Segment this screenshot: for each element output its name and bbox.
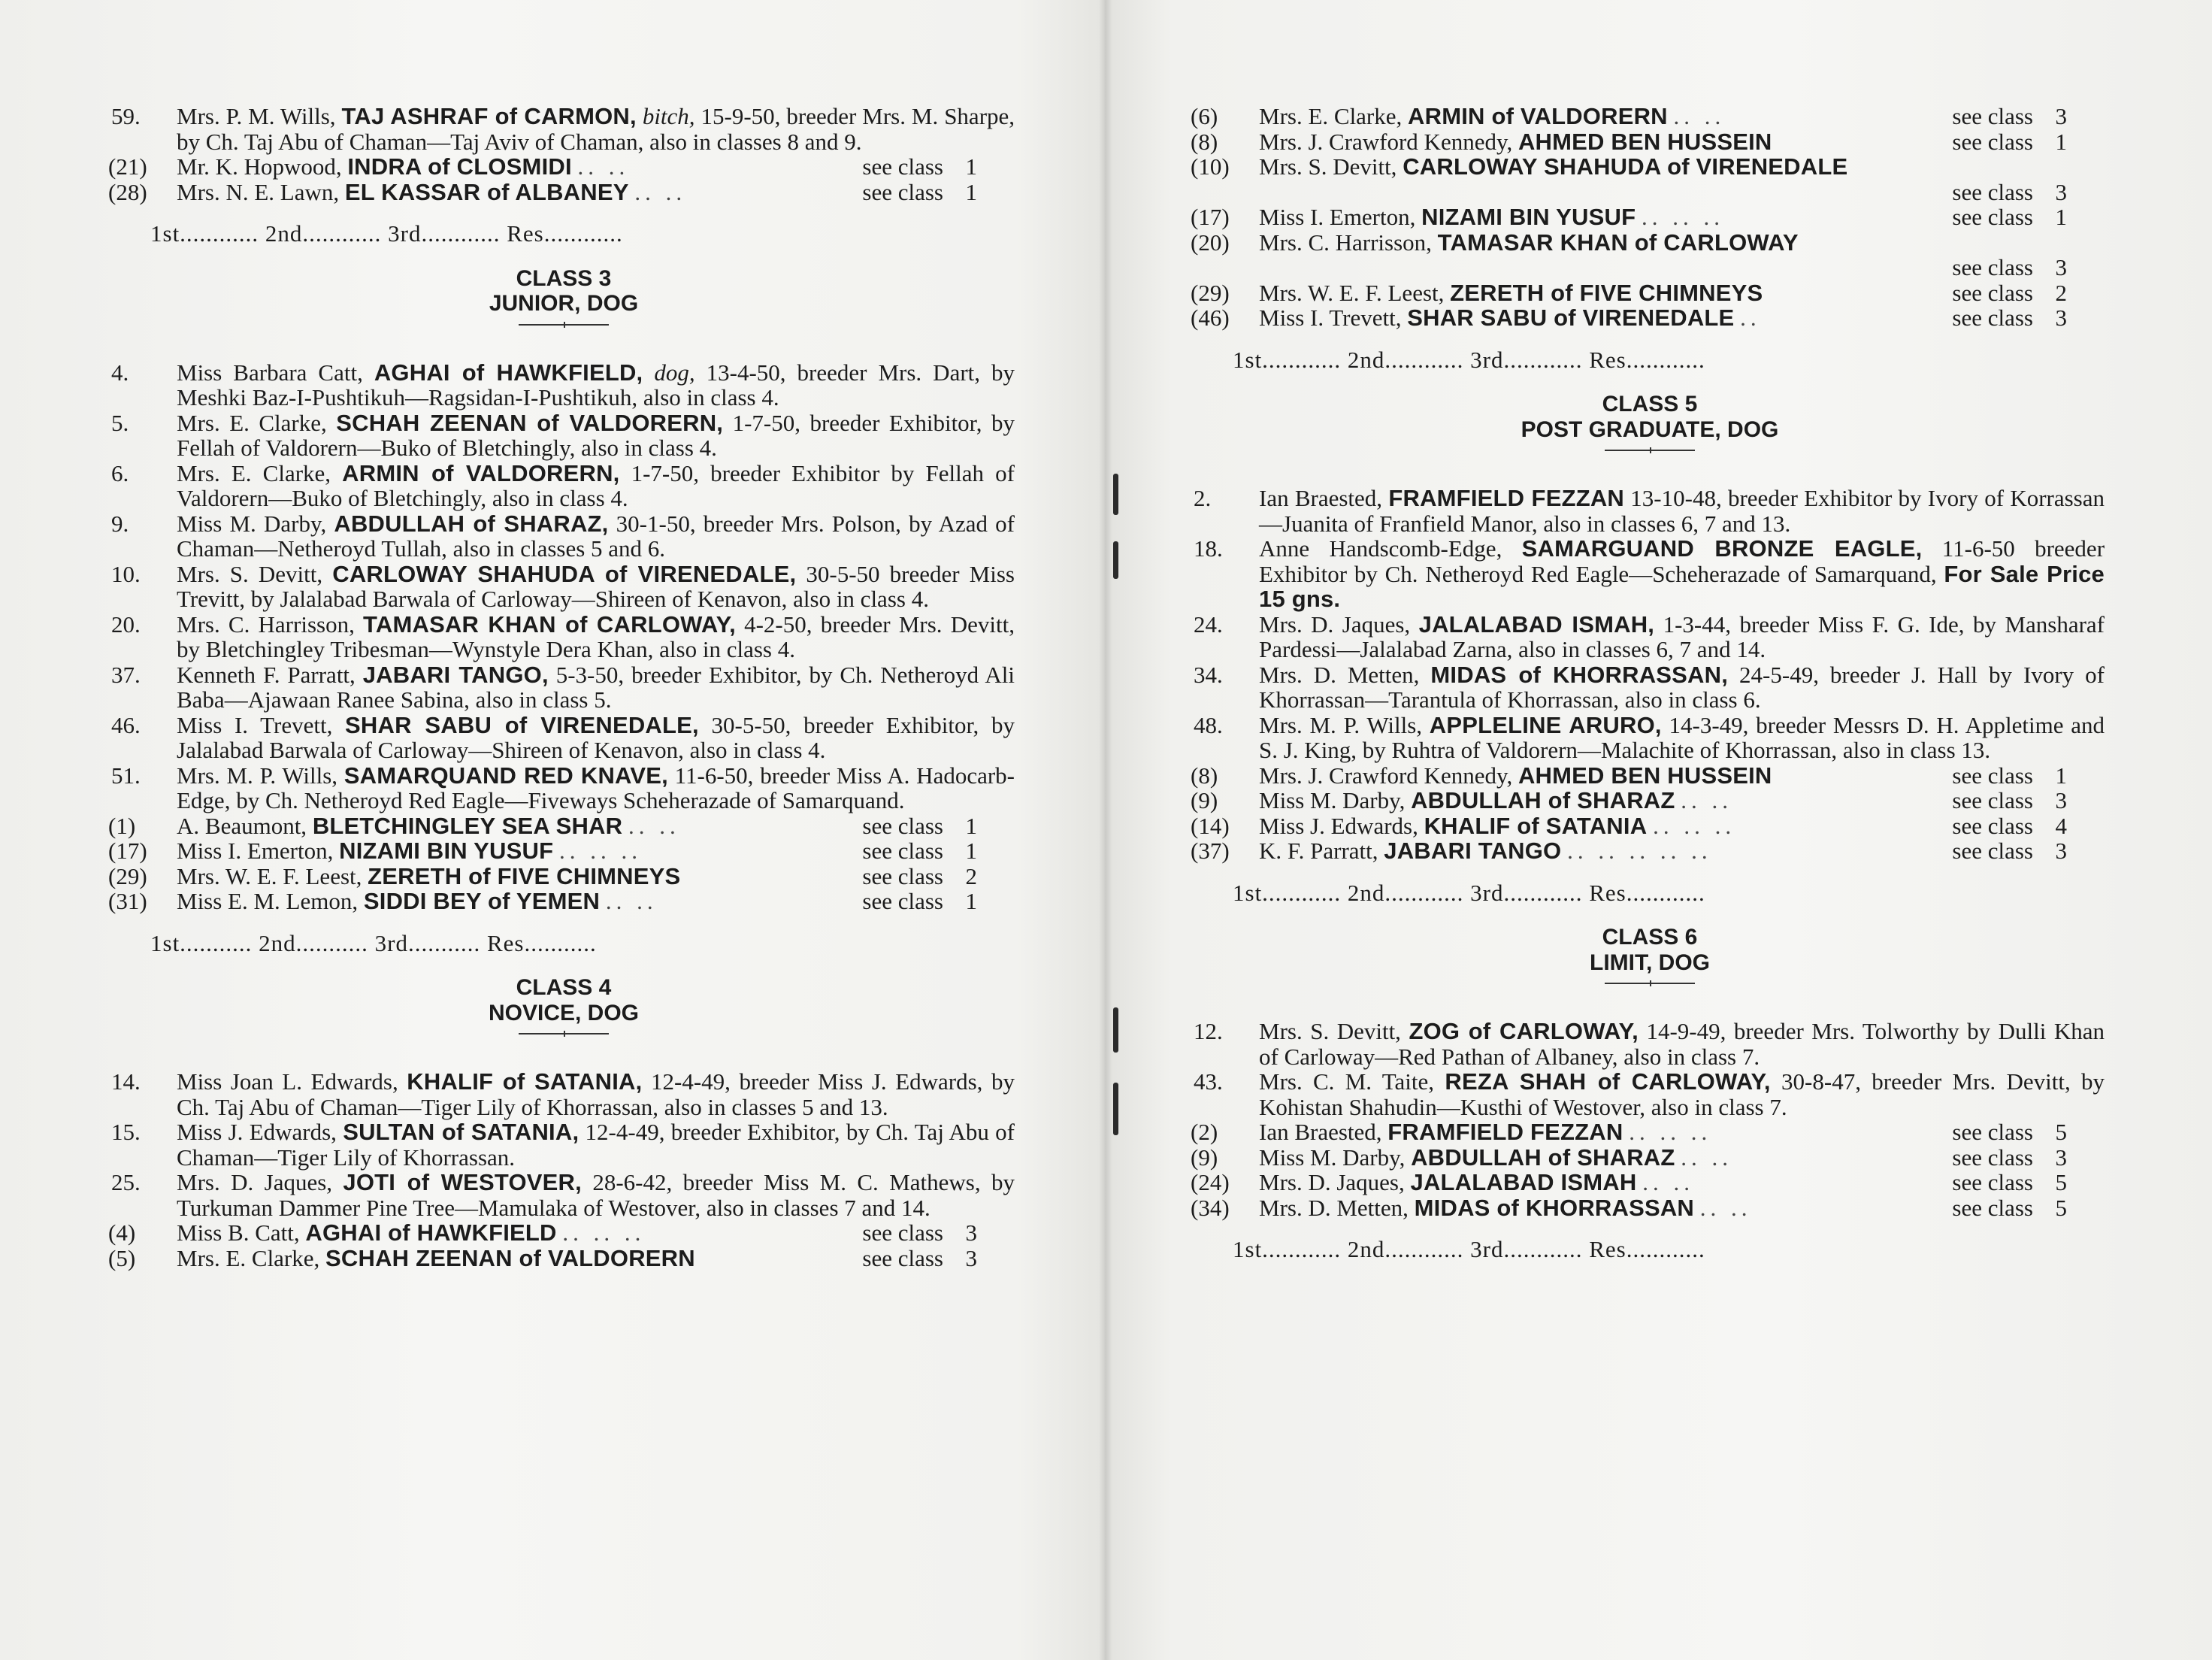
entry-text: Mrs. S. Devitt, ZOG of CARLOWAY, 14-9-49, breeder Mrs. Tolworthy by Dulli Khan of Carloway—Red Pathan of Albaney, also in class 7.	[1259, 1018, 2105, 1070]
cross-reference-row	[1191, 812, 2105, 839]
entry-number: (34)	[1191, 1194, 1230, 1221]
cross-reference-row	[1191, 279, 2105, 306]
heading-rule	[1605, 983, 1695, 984]
entry-number: (14)	[1191, 812, 1230, 839]
catalogue-entry	[1195, 612, 2105, 662]
class-number: 2	[2055, 279, 2067, 306]
entry-number: (21)	[108, 153, 147, 180]
class-5-subtitle: POST GRADUATE, DOG	[1521, 417, 1779, 442]
cross-reference-row	[108, 838, 1015, 864]
dog-name: KHALIF of SATANIA	[1424, 812, 1648, 839]
entry-number: (8)	[1191, 762, 1218, 789]
catalogue-entry	[113, 562, 1015, 612]
entry-text: Miss Barbara Catt, AGHAI of HAWKFIELD, dog, 13-4-50, breeder Mrs. Dart, by Meshki Baz-I-Pushtikuh—Ragsidan-I-Pushtikuh, also in class 4.	[177, 359, 1015, 410]
exhibitor-name: Miss I. Trevett,	[1259, 304, 1402, 331]
class-number: 5	[2055, 1194, 2067, 1221]
class-number: 5	[2055, 1119, 2067, 1145]
class-number: 3	[965, 1219, 977, 1246]
entry-number: 9.	[111, 510, 129, 537]
leader-dots: .. .. ..	[562, 1219, 646, 1246]
exhibitor-name: Miss B. Catt,	[177, 1219, 300, 1246]
cross-reference-row	[1191, 1169, 2105, 1195]
leader-dots: .. ..	[1673, 103, 1726, 129]
see-class-label: see class	[862, 153, 943, 180]
cross-reference-row	[108, 862, 1015, 889]
leader-dots: .. ..	[605, 888, 658, 914]
exhibitor-name: Mrs. N. E. Lawn,	[177, 178, 340, 205]
see-class-label: see class	[862, 1219, 943, 1246]
cross-reference-row	[1191, 838, 2105, 864]
entry-text: Mrs. C. Harrisson, TAMASAR KHAN of CARLOWAY, 4-2-50, breeder Mrs. Devitt, by Bletchingley Tribesman—Wynstyle Dera Khan, also in class 4.	[177, 610, 1015, 662]
class-number: 3	[2055, 838, 2067, 864]
class-4-title: CLASS 4	[516, 975, 612, 1000]
dog-name: NIZAMI BIN YUSUF	[1421, 204, 1636, 230]
exhibitor-name: Miss M. Darby,	[1259, 787, 1406, 813]
class-number: 1	[965, 812, 977, 839]
entry-number: (6)	[1191, 103, 1218, 129]
dog-name: AHMED BEN HUSSEIN	[1518, 128, 1772, 155]
entry-text: Mrs. E. Clarke, ARMIN of VALDORERN, 1-7-50, breeder Exhibitor by Fellah of Valdorern—Buko of Bletchingly, also in class 4.	[177, 459, 1015, 511]
entry-number: (29)	[108, 862, 147, 889]
class-number: 3	[2055, 178, 2067, 205]
catalogue-entry	[113, 1069, 1015, 1119]
exhibitor-name: Mrs. E. Clarke,	[1259, 103, 1403, 129]
exhibitor-name: K. F. Parratt,	[1259, 838, 1378, 864]
exhibitor-name: Miss E. M. Lemon,	[177, 888, 359, 914]
entry-number: 20.	[111, 610, 141, 638]
entry-text: Anne Handscomb-Edge, SAMARGUAND BRONZE EAGLE, 11-6-50 breeder Exhibitor by Ch. Netheroyd Red Eagle—Scheherazade of Samarquand, For Sale Price 15 gns.	[1259, 535, 2105, 612]
class-number: 3	[965, 1244, 977, 1271]
entry-number: 12.	[1194, 1018, 1223, 1044]
leader-dots: .. .. ..	[1653, 812, 1736, 839]
catalogue-entry	[1195, 536, 2105, 612]
dog-name: AGHAI of HAWKFIELD	[305, 1219, 557, 1246]
dog-name: ARMIN of VALDORERN	[1408, 103, 1668, 129]
entry-number: (20)	[1191, 229, 1230, 256]
entry-number: (10)	[1191, 153, 1230, 180]
class-number: 3	[2055, 254, 2067, 280]
catalogue-entry	[1195, 1069, 2105, 1119]
class-number: 1	[2055, 128, 2067, 155]
see-class-label: see class	[1952, 812, 2033, 839]
binding-staple	[1113, 474, 1118, 515]
entry-number: (9)	[1191, 787, 1218, 813]
entry-number: (1)	[108, 812, 136, 839]
class-6-title: CLASS 6	[1602, 925, 1698, 950]
dog-name: SCHAH ZEENAN of VALDORERN	[325, 1244, 695, 1271]
entry-number: (17)	[108, 838, 147, 864]
exhibitor-name: Miss J. Edwards,	[1259, 812, 1418, 839]
catalogue-entry	[113, 410, 1015, 461]
dog-name: AHMED BEN HUSSEIN	[1518, 762, 1772, 789]
entry-number: (9)	[1191, 1144, 1218, 1171]
see-class-label: see class	[862, 812, 943, 839]
right-column	[1191, 0, 2105, 1282]
leader-dots: .. ..	[1681, 1144, 1733, 1171]
see-class-label: see class	[1952, 787, 2033, 813]
cross-reference-row	[1191, 762, 2105, 789]
see-class-label: see class	[1952, 279, 2033, 306]
entry-text: Miss J. Edwards, SULTAN of SATANIA, 12-4-49, breeder Exhibitor, by Ch. Taj Abu of Chaman—Tiger Lily of Khorrassan.	[177, 1119, 1015, 1171]
class-number: 2	[965, 862, 977, 889]
cross-reference-row	[1191, 153, 2105, 180]
entry-number: 18.	[1194, 535, 1223, 562]
dog-name: SHAR SABU of VIRENEDALE	[1407, 304, 1735, 331]
entry-number: (2)	[1191, 1119, 1218, 1145]
entry-number: 48.	[1194, 711, 1223, 738]
catalogue-entry	[113, 360, 1015, 410]
entry-number: 15.	[111, 1119, 141, 1145]
catalogue-entry	[113, 1119, 1015, 1170]
entry-number: 34.	[1194, 661, 1223, 688]
catalogue-entry	[1195, 662, 2105, 713]
dog-name: JALALABAD ISMAH	[1410, 1169, 1637, 1195]
see-class-label: see class	[862, 178, 943, 205]
cross-reference-row	[1195, 180, 2105, 205]
right-page	[1105, 0, 2212, 1660]
left-page	[0, 0, 1105, 1660]
entry-number: (5)	[108, 1244, 136, 1271]
dog-name: CARLOWAY SHAHUDA of VIRENEDALE	[1403, 153, 1848, 180]
class-number: 3	[2055, 103, 2067, 129]
entry-number: 59.	[111, 103, 141, 129]
exhibitor-name: Mrs. J. Crawford Kennedy,	[1259, 128, 1513, 155]
cross-reference-row	[1191, 128, 2105, 155]
entry-number: 14.	[111, 1068, 141, 1095]
exhibitor-name: Miss M. Darby,	[1259, 1144, 1406, 1171]
entry-text: Mrs. P. M. Wills, TAJ ASHRAF of CARMON, bitch, 15-9-50, breeder Mrs. M. Sharpe, by Ch. Taj Abu of Chaman—Taj Aviv of Chaman, also in classes 8 and 9.	[177, 103, 1015, 155]
dog-name: BLETCHINGLEY SEA SHAR	[312, 812, 623, 839]
leader-dots: ..	[1740, 304, 1761, 331]
leader-dots: .. .. ..	[1629, 1119, 1712, 1145]
leader-dots: .. ..	[628, 812, 680, 839]
exhibitor-name: Miss I. Emerton,	[177, 838, 334, 864]
catalogue-entry	[113, 713, 1015, 763]
entry-number: 51.	[111, 762, 141, 789]
class-number: 1	[965, 178, 977, 205]
dog-name: ZERETH of FIVE CHIMNEYS	[368, 862, 681, 889]
entry-number: 46.	[111, 711, 141, 738]
class-3-subtitle: JUNIOR, DOG	[489, 291, 639, 316]
entry-text: Mrs. D. Jaques, JOTI of WESTOVER, 28-6-42, breeder Miss M. C. Mathews, by Turkuman Dammer Pine Tree—Mamulaka of Westover, also in classes 7 and 14.	[177, 1169, 1015, 1221]
entry-text: Kenneth F. Parratt, JABARI TANGO, 5-3-50, breeder Exhibitor, by Ch. Netheroyd Ali Baba—Ajawaan Ranee Sabina, also in class 5.	[177, 661, 1015, 713]
exhibitor-name: Mrs. S. Devitt,	[1259, 153, 1397, 180]
cross-reference-row	[108, 1244, 1015, 1271]
cross-reference-row	[1191, 1119, 2105, 1145]
entry-number: 25.	[111, 1169, 141, 1195]
dog-name: INDRA of CLOSMIDI	[347, 153, 572, 180]
entry-text: Mrs. D. Metten, MIDAS of KHORRASSAN, 24-5-49, breeder J. Hall by Ivory of Khorrassan—Tarantula of Khorrassan, also in class 6.	[1259, 661, 2105, 713]
cross-reference-row	[108, 153, 1015, 180]
cross-reference-row	[1191, 103, 2105, 129]
entry-text: Mrs. M. P. Wills, APPLELINE ARURO, 14-3-49, breeder Messrs D. H. Appletime and S. J. King, by Ruhtra of Valdorern—Malachite of Khorrassan, also in class 13.	[1259, 711, 2105, 763]
see-class-label: see class	[1952, 204, 2033, 230]
entry-number: (4)	[108, 1219, 136, 1246]
leader-dots: .. .. ..	[1641, 204, 1724, 230]
see-class-label: see class	[862, 862, 943, 889]
leader-dots: .. .. .. .. ..	[1567, 838, 1712, 864]
dog-name: MIDAS of KHORRASSAN	[1414, 1194, 1695, 1221]
class-3-title: CLASS 3	[516, 265, 612, 291]
catalogue-entry	[113, 104, 1015, 154]
book-gutter	[1099, 0, 1112, 1660]
entry-number: (8)	[1191, 128, 1218, 155]
placings-line: 1st............ 2nd............ 3rd............ Res............	[1233, 1236, 1705, 1262]
catalogue-entry	[113, 662, 1015, 713]
class-4-subtitle: NOVICE, DOG	[488, 1000, 640, 1025]
exhibitor-name: A. Beaumont,	[177, 812, 307, 839]
entry-number: (46)	[1191, 304, 1230, 331]
exhibitor-name: Mrs. D. Jaques,	[1259, 1169, 1405, 1195]
cross-reference-row	[1191, 229, 2105, 256]
exhibitor-name: Miss I. Emerton,	[1259, 204, 1416, 230]
dog-name: NIZAMI BIN YUSUF	[339, 838, 554, 864]
see-class-label: see class	[862, 838, 943, 864]
cross-reference-row	[1191, 1194, 2105, 1221]
exhibitor-name: Mr. K. Hopwood,	[177, 153, 342, 180]
exhibitor-name: Mrs. J. Crawford Kennedy,	[1259, 762, 1513, 789]
see-class-label: see class	[1952, 178, 2033, 205]
class-number: 1	[965, 838, 977, 864]
placings-line: 1st........... 2nd........... 3rd........... Res...........	[150, 929, 597, 956]
entry-number: 5.	[111, 409, 129, 436]
placings-line: 1st............ 2nd............ 3rd............ Res............	[1233, 879, 1705, 906]
class-number: 1	[2055, 204, 2067, 230]
exhibitor-name: Mrs. D. Metten,	[1259, 1194, 1409, 1221]
class-number: 1	[965, 888, 977, 914]
exhibitor-name: Mrs. W. E. F. Leest,	[1259, 279, 1445, 306]
leader-dots: .. ..	[1681, 787, 1733, 813]
class-number: 1	[965, 153, 977, 180]
entry-number: 4.	[111, 359, 129, 386]
class-number: 5	[2055, 1169, 2067, 1195]
entry-number: 24.	[1194, 610, 1223, 638]
exhibitor-name: Mrs. E. Clarke,	[177, 1244, 320, 1271]
cross-reference-row	[108, 888, 1015, 914]
heading-rule	[1605, 450, 1695, 451]
catalogue-entry	[113, 461, 1015, 511]
entry-number: (29)	[1191, 279, 1230, 306]
entry-number: 43.	[1194, 1068, 1223, 1095]
entry-text: Mrs. C. M. Taite, REZA SHAH of CARLOWAY, 30-8-47, breeder Mrs. Devitt, by Kohistan Shahudin—Kusthi of Westover, also in class 7.	[1259, 1068, 2105, 1120]
exhibitor-name: Mrs. W. E. F. Leest,	[177, 862, 362, 889]
catalogue-entry	[1195, 713, 2105, 763]
entry-text: Mrs. S. Devitt, CARLOWAY SHAHUDA of VIRENEDALE, 30-5-50 breeder Miss Trevitt, by Jalalabad Barwala of Carloway—Shireen of Kenavon, also in class 4.	[177, 560, 1015, 612]
entry-number: 2.	[1194, 485, 1212, 511]
entry-text: Miss I. Trevett, SHAR SABU of VIRENEDALE, 30-5-50, breeder Exhibitor, by Jalalabad Barwala of Carloway—Shireen of Kenavon, also in class 4.	[177, 711, 1015, 763]
see-class-label: see class	[1952, 1144, 2033, 1171]
cross-reference-row	[1191, 204, 2105, 230]
entry-number: (31)	[108, 888, 147, 914]
see-class-label: see class	[862, 888, 943, 914]
binding-staple	[1113, 1083, 1118, 1135]
class-6-subtitle: LIMIT, DOG	[1590, 950, 1710, 975]
catalogue-entry	[113, 1170, 1015, 1220]
cross-reference-row	[1191, 1144, 2105, 1171]
cross-reference-row	[1191, 304, 2105, 331]
leader-dots: .. ..	[1642, 1169, 1694, 1195]
cross-reference-row	[1195, 255, 2105, 280]
cross-reference-row	[108, 1219, 1015, 1246]
dog-name: TAMASAR KHAN of CARLOWAY	[1437, 229, 1799, 256]
see-class-label: see class	[1952, 254, 2033, 280]
entry-number: (28)	[108, 178, 147, 205]
exhibitor-name: Ian Braested,	[1259, 1119, 1382, 1145]
entry-text: Mrs. M. P. Wills, SAMARQUAND RED KNAVE, 11-6-50, breeder Miss A. Hadocarb-Edge, by Ch. Netheroyd Red Eagle—Fiveways Scheherazade of Samarquand.	[177, 762, 1015, 813]
exhibitor-name: Mrs. C. Harrisson,	[1259, 229, 1432, 256]
class-number: 1	[2055, 762, 2067, 789]
catalogue-entry	[1195, 486, 2105, 536]
see-class-label: see class	[1952, 1194, 2033, 1221]
cross-reference-row	[108, 812, 1015, 839]
entry-text: Mrs. D. Jaques, JALALABAD ISMAH, 1-3-44, breeder Miss F. G. Ide, by Mansharaf Pardessi—Jalalabad Zarna, also in classes 6, 7 and 14.	[1259, 610, 2105, 662]
binding-staple	[1113, 1007, 1118, 1053]
entry-text: Miss Joan L. Edwards, KHALIF of SATANIA, 12-4-49, breeder Miss J. Edwards, by Ch. Taj Abu of Chaman—Tiger Lily of Khorrassan, also in classes 5 and 13.	[177, 1068, 1015, 1120]
see-class-label: see class	[1952, 1119, 2033, 1145]
see-class-label: see class	[1952, 838, 2033, 864]
dog-name: ZERETH of FIVE CHIMNEYS	[1450, 279, 1763, 306]
leader-dots: .. ..	[634, 178, 687, 205]
see-class-label: see class	[1952, 304, 2033, 331]
see-class-label: see class	[1952, 103, 2033, 129]
class-number: 3	[2055, 1144, 2067, 1171]
see-class-label: see class	[1952, 1169, 2033, 1195]
dog-name: JABARI TANGO	[1384, 838, 1562, 864]
dog-name: ABDULLAH of SHARAZ	[1411, 787, 1675, 813]
left-column	[108, 0, 1015, 1271]
entry-number: (17)	[1191, 204, 1230, 230]
class-number: 4	[2055, 812, 2067, 839]
entry-number: 6.	[111, 459, 129, 486]
entry-text: Mrs. E. Clarke, SCHAH ZEENAN of VALDORERN, 1-7-50, breeder Exhibitor, by Fellah of Valdorern—Buko of Bletchingly, also in class 4.	[177, 409, 1015, 461]
dog-name: FRAMFIELD FEZZAN	[1387, 1119, 1623, 1145]
cross-reference-row	[1191, 787, 2105, 813]
see-class-label: see class	[862, 1244, 943, 1271]
class-number: 3	[2055, 304, 2067, 331]
leader-dots: .. ..	[1699, 1194, 1752, 1221]
entry-number: (37)	[1191, 838, 1230, 864]
heading-rule	[519, 1033, 609, 1034]
see-class-label: see class	[1952, 128, 2033, 155]
binding-staple	[1113, 541, 1118, 579]
dog-name: SIDDI BEY of YEMEN	[363, 888, 601, 914]
dog-name: EL KASSAR of ALBANEY	[344, 178, 629, 205]
class-5-title: CLASS 5	[1602, 392, 1698, 417]
catalogue-entry	[113, 763, 1015, 813]
entry-number: (24)	[1191, 1169, 1230, 1195]
leader-dots: .. .. ..	[558, 838, 642, 864]
entry-text: Miss M. Darby, ABDULLAH of SHARAZ, 30-1-50, breeder Mrs. Polson, by Azad of Chaman—Netheroyd Tullah, also in classes 5 and 6.	[177, 510, 1015, 562]
dog-name: ABDULLAH of SHARAZ	[1411, 1144, 1675, 1171]
catalogue-entry	[1195, 1019, 2105, 1069]
cross-reference-row	[108, 178, 1015, 205]
entry-number: 10.	[111, 560, 141, 587]
class-number: 3	[2055, 787, 2067, 813]
catalogue-entry	[113, 612, 1015, 662]
placings-line: 1st............ 2nd............ 3rd............ Res............	[1233, 346, 1705, 373]
heading-rule	[519, 324, 609, 326]
leader-dots: .. ..	[577, 153, 630, 180]
entry-text: Ian Braested, FRAMFIELD FEZZAN 13-10-48, breeder Exhibitor by Ivory of Korrassan—Juanita of Franfield Manor, also in classes 6, 7 and 13.	[1259, 485, 2105, 537]
catalogue-entry	[113, 511, 1015, 562]
see-class-label: see class	[1952, 762, 2033, 789]
placings-line: 1st............ 2nd............ 3rd............ Res............	[150, 220, 623, 247]
entry-number: 37.	[111, 661, 141, 688]
